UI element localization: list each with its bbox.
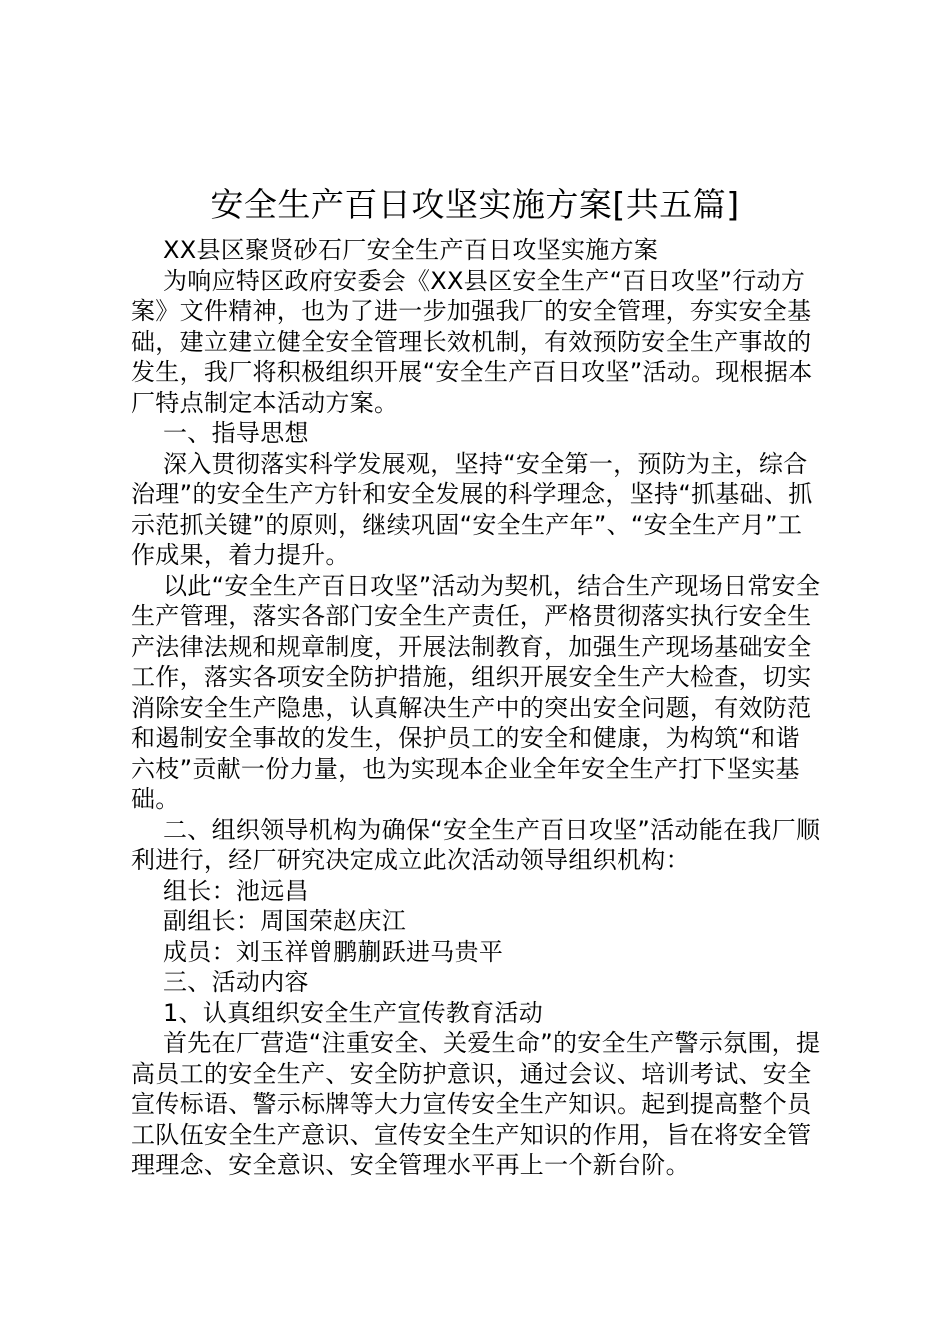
heading-activity-content: 三、活动内容 <box>163 968 309 996</box>
paragraph-opportunity: 以此“安全生产百日攻坚”活动为契机，结合生产现场日常安全生产管理，落实各部门安全生产责任，严格贯彻落实执行安全生产法律法规和规章制度，开展法制教育，加强生产现场基础安全工作，落实各项安全防护措施，组织开展安全生产大检查，切实消除安全生产隐患，认真解决生产中的突出安全问题，有效防范和遏制安全事故的发生，保护员工的安全和健康，为构筑“和谐六枝”贡献一份力量，也为实现本企业全年安全生产打下坚实基础。 <box>131 571 821 813</box>
document-title: 安全生产百日攻坚实施方案[共五篇] <box>210 185 740 224</box>
paragraph-members: 成员：刘玉祥曾鹏蒯跃进马贵平 <box>163 937 504 966</box>
document-body <box>131 235 821 1181</box>
paragraph-publicity-education: 首先在厂营造“注重安全、关爱生命”的安全生产警示氛围，提高员工的安全生产、安全防护意识，通过会议、培训考试、安全宣传标语、警示标牌等大力宣传安全生产知识。起到提高整个员工队伍安全生产意识、宣传安全生产知识的作用，旨在将安全管理理念、安全意识、安全管理水平再上一个新台阶。 <box>131 1029 821 1179</box>
paragraph-deputy-leader: 副组长：周国荣赵庆江 <box>163 907 406 935</box>
heading-guiding-thought: 一、指导思想 <box>163 419 309 447</box>
paragraph-subtitle: XX县区聚贤砂石厂安全生产百日攻坚实施方案 <box>163 236 659 264</box>
paragraph-organization: 二、组织领导机构为确保“安全生产百日攻坚”活动能在我厂顺利进行，经厂研究决定成立此次活动领导组织机构： <box>131 815 821 874</box>
paragraph-leader: 组长：池远昌 <box>163 876 309 905</box>
paragraph-guiding-thought: 深入贯彻落实科学发展观，坚持“安全第一，预防为主，综合治理”的安全生产方针和安全发展的科学理念，坚持“抓基础、抓示范抓关键”的原则，继续巩固“安全生产年”、“安全生产月”工作成果，着力提升。 <box>131 449 813 569</box>
paragraph-intro: 为响应特区政府安委会《XX县区安全生产“百日攻坚”行动方案》文件精神，也为了进一步加强我厂的安全管理，夯实安全基础，建立建立健全安全管理长效机制，有效预防安全生产事故的发生，我厂将积极组织开展“安全生产百日攻坚”活动。现根据本厂特点制定本活动方案。 <box>131 266 813 417</box>
heading-publicity-education: 1、认真组织安全生产宣传教育活动 <box>163 998 544 1027</box>
